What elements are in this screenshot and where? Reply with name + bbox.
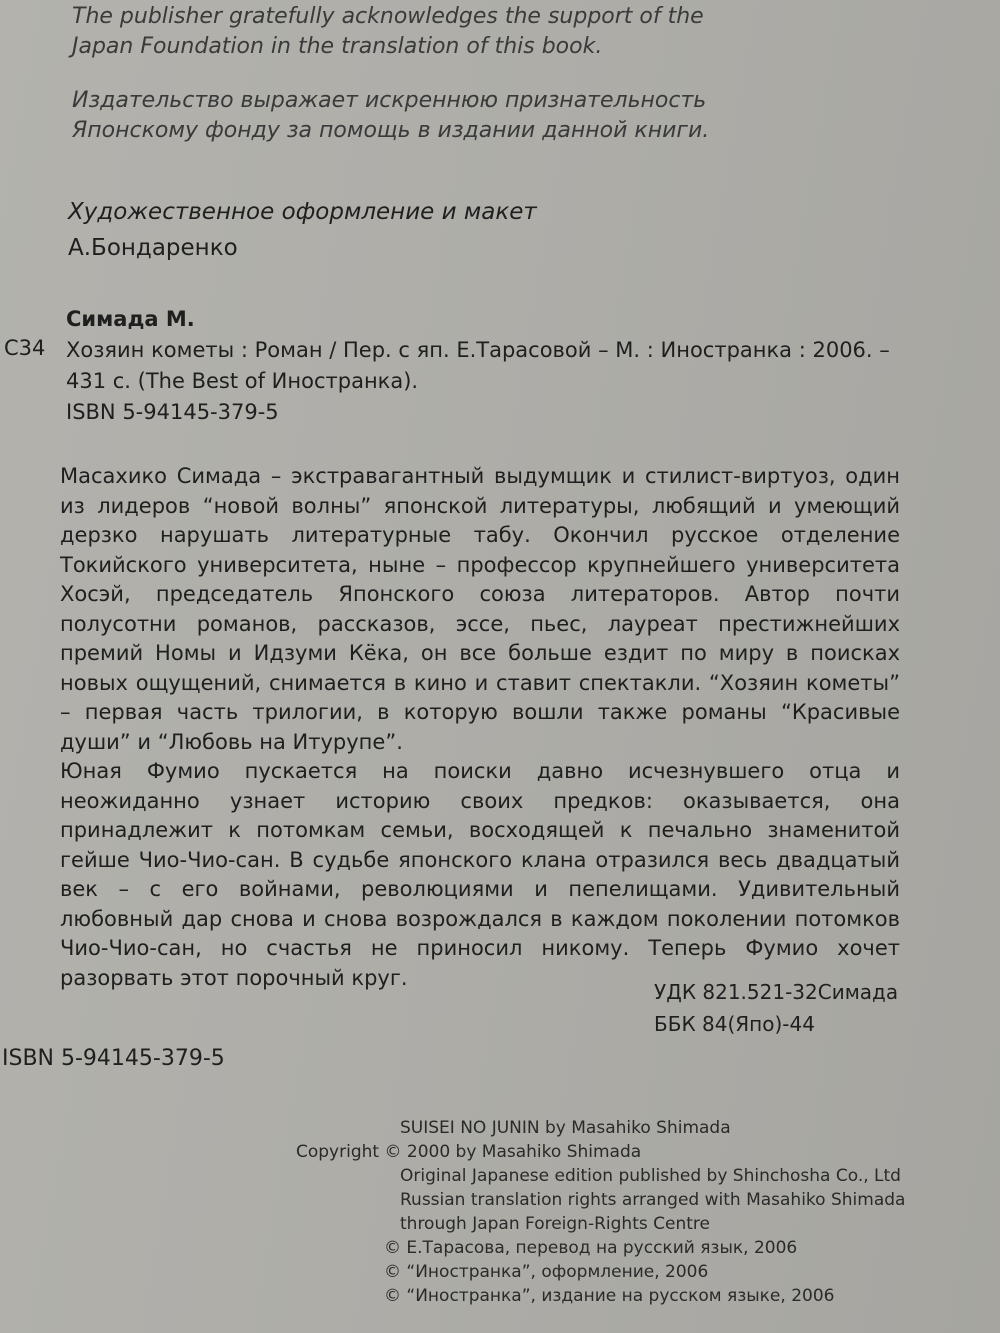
rights-original: Original Japanese edition published by Shinchosha Co., Ltd bbox=[400, 1166, 901, 1186]
ack-en-line-2: Japan Foundation in the translation of this book. bbox=[72, 34, 603, 59]
ack-ru-line-2: Японскому фонду за помощь в издании данной книги. bbox=[72, 118, 710, 143]
ack-ru-line-1: Издательство выражает искреннюю признательность bbox=[72, 88, 707, 113]
acknowledgement-english bbox=[72, 2, 704, 62]
rights-through: through Japan Foreign-Rights Centre bbox=[400, 1214, 710, 1234]
summary-paragraph-2: Юная Фумио пускается на поиски давно исчезнувшего отца и неожиданно узнает историю своих предков: оказывается, она принадлежит к потомкам семьи, восходящей к печально знаменитой гейше Чио-Чио-сан. В судьбе японского клана отразился весь двадцатый век – с его войнами, революциями и пепелищами. Удивительный любовный дар снова и снова возрождался в каждом поколении потомков Чио-Чио-сан, но счастья не приносил никому. Теперь Фумио хочет разорвать этот порочный круг. bbox=[60, 759, 900, 990]
design-role: Художественное оформление и макет bbox=[68, 199, 537, 225]
ack-en-line-1: The publisher gratefully acknowledges the support of the bbox=[72, 4, 704, 29]
catalog-code: С34 bbox=[4, 336, 46, 360]
classification-codes bbox=[654, 976, 898, 1040]
isbn-bottom: ISBN 5-94145-379-5 bbox=[2, 1046, 225, 1071]
designer-name: А.Бондаренко bbox=[68, 235, 238, 261]
catalog-author: Симада М. bbox=[66, 307, 195, 331]
book-summary bbox=[60, 462, 900, 993]
rights-arranged: Russian translation rights arranged with Masahiko Shimada bbox=[400, 1190, 906, 1210]
rights-copyright-design: © “Иностранка”, оформление, 2006 bbox=[384, 1262, 709, 1282]
rights-block bbox=[296, 1116, 905, 1308]
acknowledgement-russian bbox=[72, 86, 709, 146]
bbk-code: ББК 84(Япо)-44 bbox=[654, 1012, 815, 1036]
catalog-entry bbox=[66, 304, 926, 428]
udk-code: УДК 821.521-32Симада bbox=[654, 980, 899, 1004]
rights-copyright-edition: © “Иностранка”, издание на русском языке, 2006 bbox=[384, 1286, 835, 1306]
design-credit bbox=[68, 194, 537, 266]
catalog-line-2: 431 с. (The Best of Иностранка). bbox=[66, 369, 419, 393]
catalog-isbn: ISBN 5-94145-379-5 bbox=[66, 400, 279, 424]
catalog-line-1: Хозяин кометы : Роман / Пер. с яп. Е.Тарасовой – М. : Иностранка : 2006. – bbox=[66, 338, 890, 362]
rights-copyright-translation: © Е.Тарасова, перевод на русский язык, 2006 bbox=[384, 1238, 798, 1258]
rights-copyright: Copyright © 2000 by Masahiko Shimada bbox=[296, 1142, 642, 1162]
summary-paragraph-1: Масахико Симада – экстравагантный выдумщик и стилист-виртуоз, один из лидеров “новой волны” японской литературы, любящий и умеющий дерзко нарушать литературные табу. Окончил русское отделение Токийского университета, ныне – профессор крупнейшего университета Хосэй, председатель Японского союза литераторов. Автор почти полусотни романов, рассказов, эссе, пьес, лауреат престижнейших премий Номы и Идзуми Кёка, он все больше ездит по миру в поисках новых ощущений, снимается в кино и ставит спектакли. “Хозяин кометы” – первая часть трилогии, в которую вошли также романы “Красивые души” и “Любовь на Итурупе”. bbox=[60, 464, 900, 754]
rights-title: SUISEI NO JUNIN by Masahiko Shimada bbox=[400, 1118, 731, 1138]
